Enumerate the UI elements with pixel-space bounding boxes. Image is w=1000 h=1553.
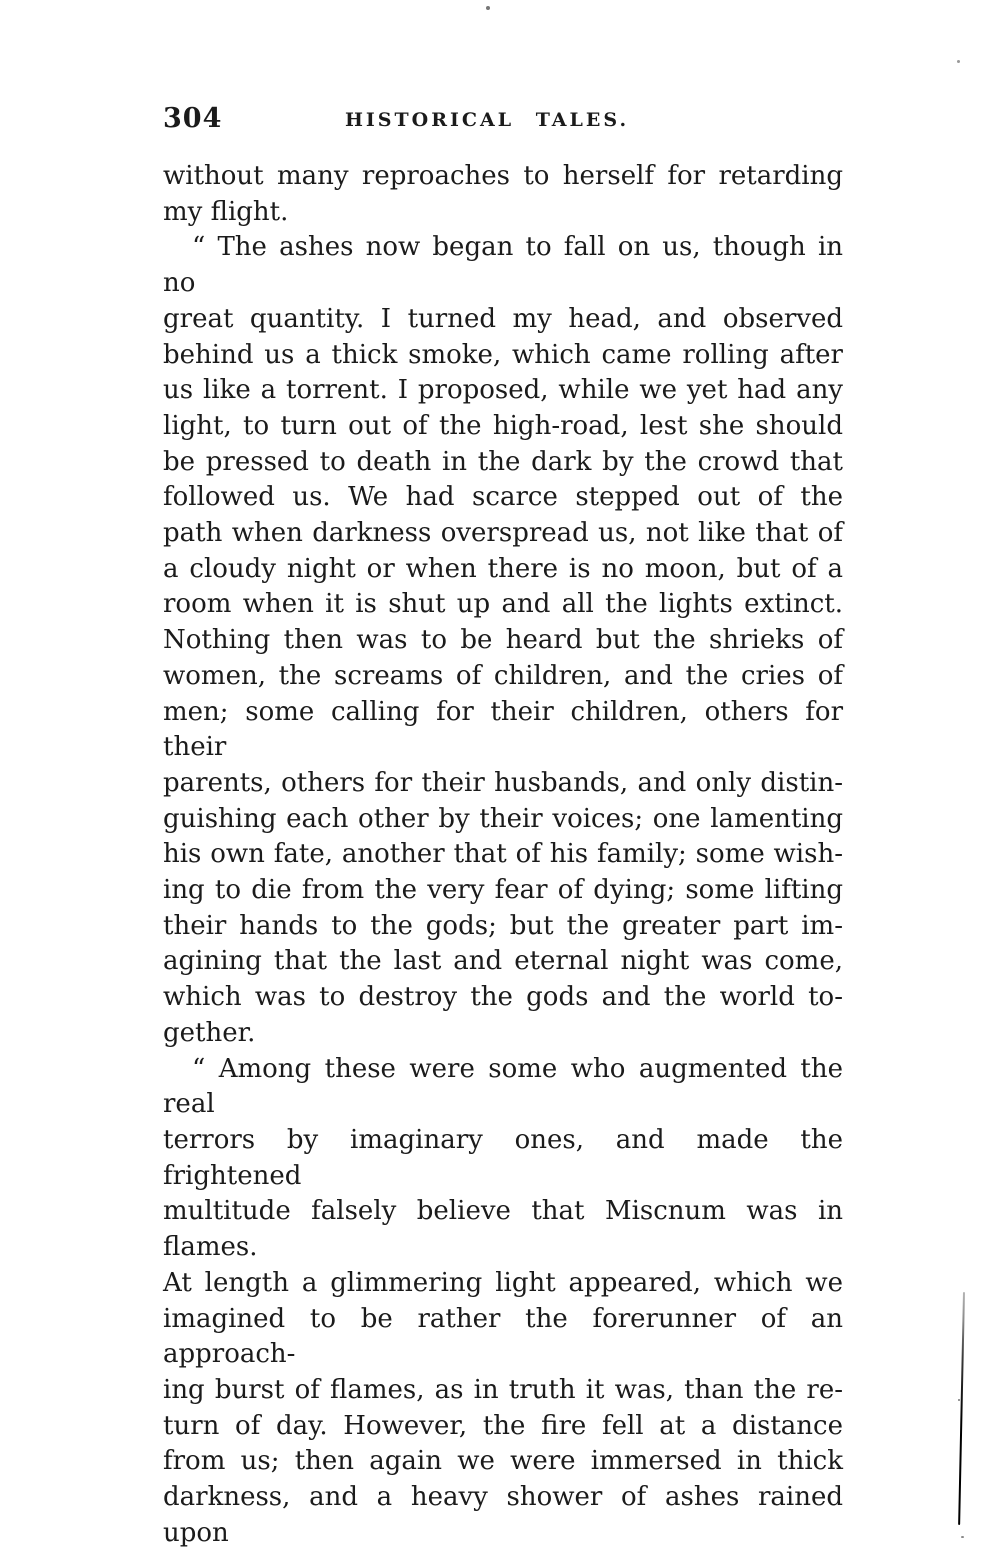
scan-artifact-speck [958,1399,960,1401]
scan-artifact-gutter-line [958,1292,965,1525]
scan-artifact-speck [961,1536,964,1538]
text-line: path when darkness overspread us, not like that of [163,518,843,549]
text-line: multitude falsely believe that Miscnum was in flames. [163,1196,843,1263]
text-line: Nothing then was to be heard but the shrieks of [163,625,843,656]
paragraph [163,1052,843,1552]
text-line: followed us. We had scarce stepped out of the [163,482,843,513]
text-line: a cloudy night or when there is no moon, but of a [163,553,843,584]
text-line: us like a torrent. I proposed, while we yet had any [163,375,843,406]
text-line: men; some calling for their children, others for their [163,696,843,763]
text-line: from us; then again we were immersed in thick [163,1446,843,1477]
text-line: behind us a thick smoke, which came rolling after [163,339,843,370]
text-line: great quantity. I turned my head, and observed [163,303,843,334]
text-line: At length a glimmering light appeared, which we [163,1267,843,1298]
text-line: darkness, and a heavy shower of ashes rained upon [163,1482,843,1548]
scan-artifact-speck [486,6,490,10]
text-line: light, to turn out of the high-road, lest she should [163,410,843,441]
paragraph [163,159,843,230]
text-line: ing to die from the very fear of dying; some lifting [163,875,843,906]
text-line: parents, others for their husbands, and only distin- [163,767,843,798]
text-line: room when it is shut up and all the lights extinct. [163,589,843,620]
text-line: their hands to the gods; but the greater part im- [163,910,843,941]
text-line: “ Among these were some who augmented the real [163,1053,843,1120]
text-line: be pressed to death in the dark by the crowd that [163,446,843,477]
text-line: gether. [163,1017,256,1048]
text-line: his own fate, another that of his family; some wish- [163,839,843,870]
text-line: “ The ashes now began to fall on us, though in no [163,232,843,299]
text-line: agining that the last and eternal night was come, [163,946,843,977]
paragraph [163,230,843,1051]
running-header: HISTORICAL TALES. [344,109,630,131]
text-line: which was to destroy the gods and the world to- [163,982,843,1013]
text-line: imagined to be rather the forerunner of an approach- [163,1303,843,1370]
text-line: without many reproaches to herself for retarding [163,161,843,191]
text-line: ing burst of flames, as in truth it was, than the re- [163,1374,843,1405]
page-number: 304 [163,103,223,134]
text-line: terrors by imaginary ones, and made the frightened [163,1124,843,1191]
text-body [163,159,843,1551]
text-line: turn of day. However, the fire fell at a distance [163,1410,843,1441]
text-line: women, the screams of children, and the cries of [163,660,843,691]
text-line: my flight. [163,196,289,227]
text-line: guishing each other by their voices; one lamenting [163,803,843,834]
scan-artifact-speck [957,60,960,63]
